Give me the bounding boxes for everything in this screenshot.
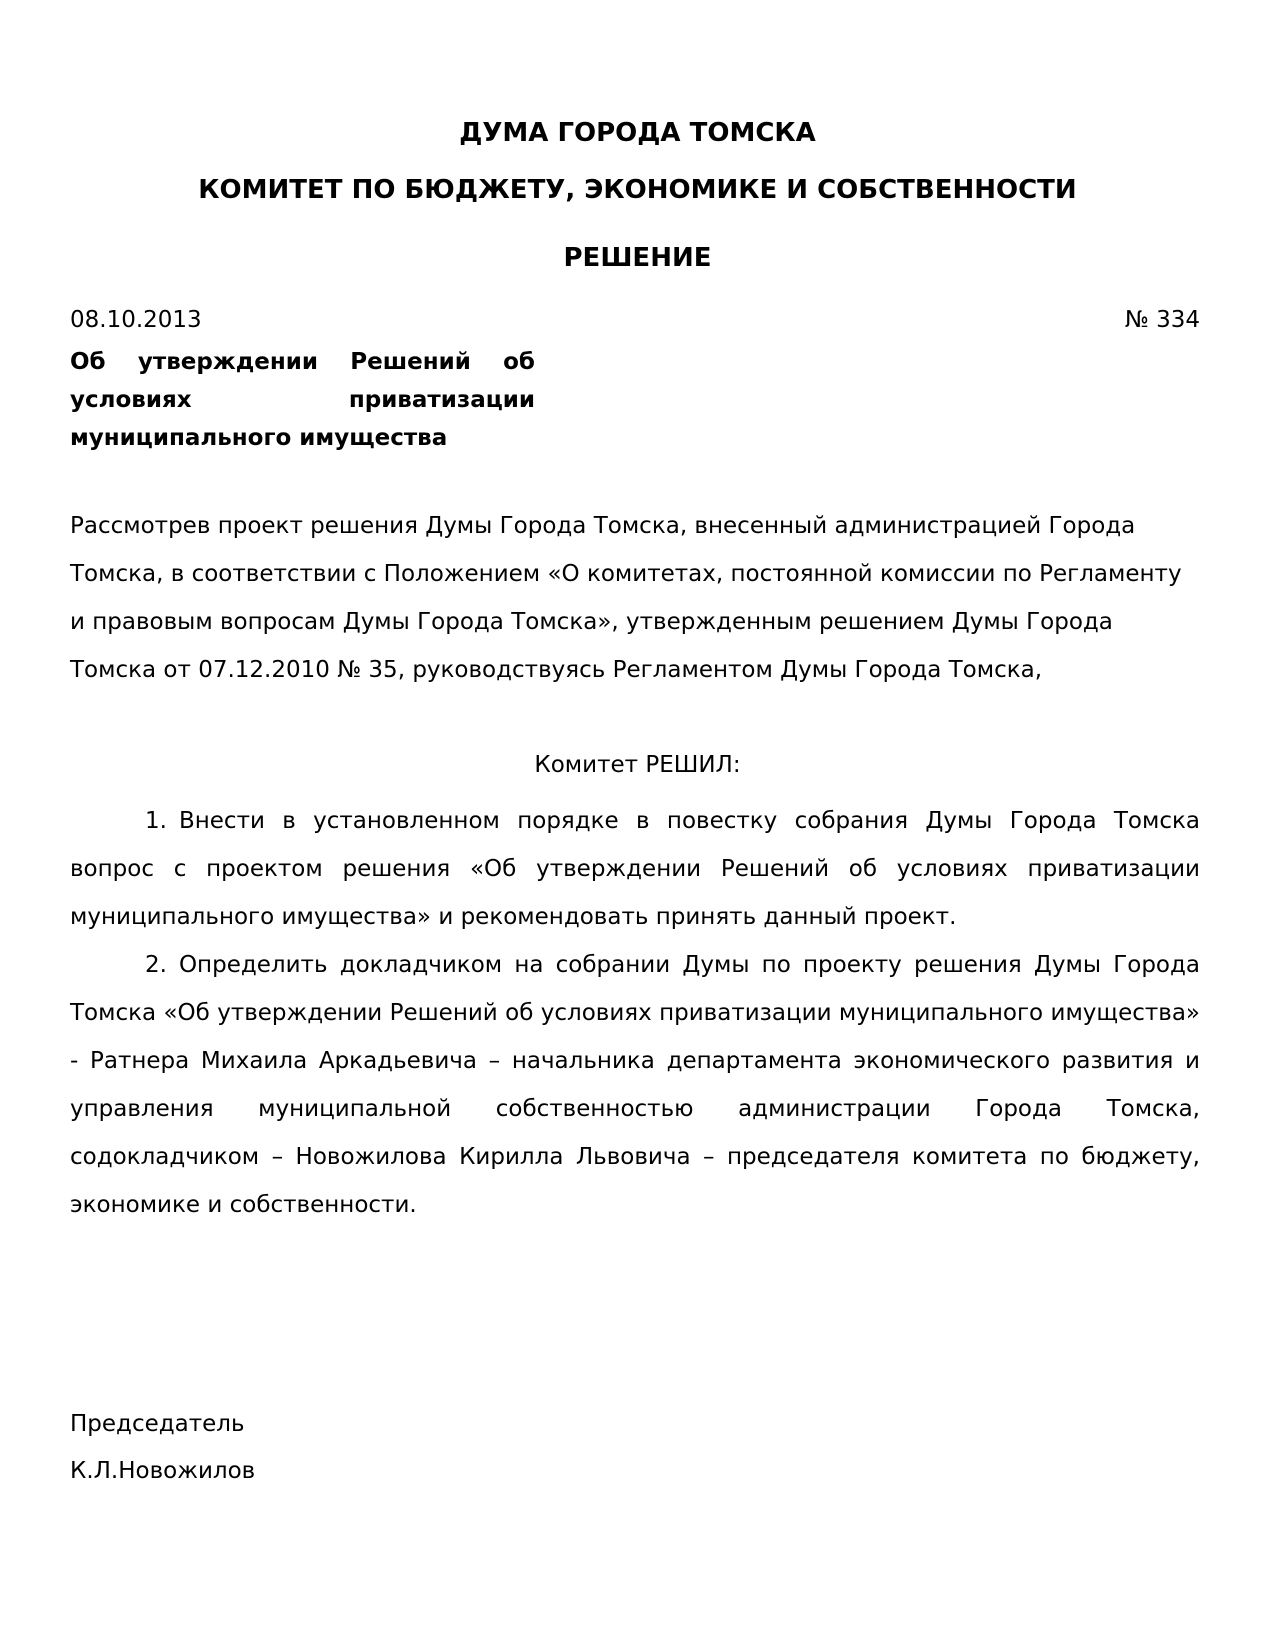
signature-name: К.Л.Новожилов (70, 1458, 256, 1484)
document-subject: Об утверждении Решений об условиях приватизации муниципального имущества (70, 349, 535, 451)
item-number: 2. (145, 952, 167, 978)
item-text: Определить докладчиком на собрании Думы по проекту решения Думы Города Томска «Об утверждении Решений об условиях приватизации муниципального имущества» - Ратнера Михаила Аркадьевича – начальника департамента экономического развития и управления муниципальной собственностью администрации Города Томска, содокладчиком – Новожилова Кирилла Львовича – председателя комитета по бюджету, экономике и собственности. (70, 952, 1200, 1218)
decision-items (70, 797, 1200, 1229)
document-number: № 334 (1124, 307, 1200, 333)
document-date: 08.10.2013 (70, 307, 202, 333)
preamble (70, 502, 1200, 694)
org-title: ДУМА ГОРОДА ТОМСКА (459, 118, 816, 148)
decision-heading: Комитет РЕШИЛ: (534, 752, 741, 778)
signature-title: Председатель (70, 1411, 245, 1437)
committee-title: КОМИТЕТ ПО БЮДЖЕТУ, ЭКОНОМИКЕ И СОБСТВЕННОСТИ (198, 175, 1077, 205)
decision-item (70, 797, 1200, 941)
decision-item (70, 941, 1200, 1229)
document-type-title: РЕШЕНИЕ (563, 243, 712, 273)
item-text: Внести в установленном порядке в повестку собрания Думы Города Томска вопрос с проектом решения «Об утверждении Решений об условиях приватизации муниципального имущества» и рекомендовать принять данный проект. (70, 808, 1200, 930)
item-number: 1. (145, 808, 167, 834)
preamble-text: Рассмотрев проект решения Думы Города Томска, внесенный администрацией Города Томска, в соответствии с Положением «О комитетах, постоянной комиссии по Регламенту и правовым вопросам Думы Города Томска», утвержденным решением Думы Города Томска от 07.12.2010 № 35, руководствуясь Регламентом Думы Города Томска, (70, 513, 1182, 683)
